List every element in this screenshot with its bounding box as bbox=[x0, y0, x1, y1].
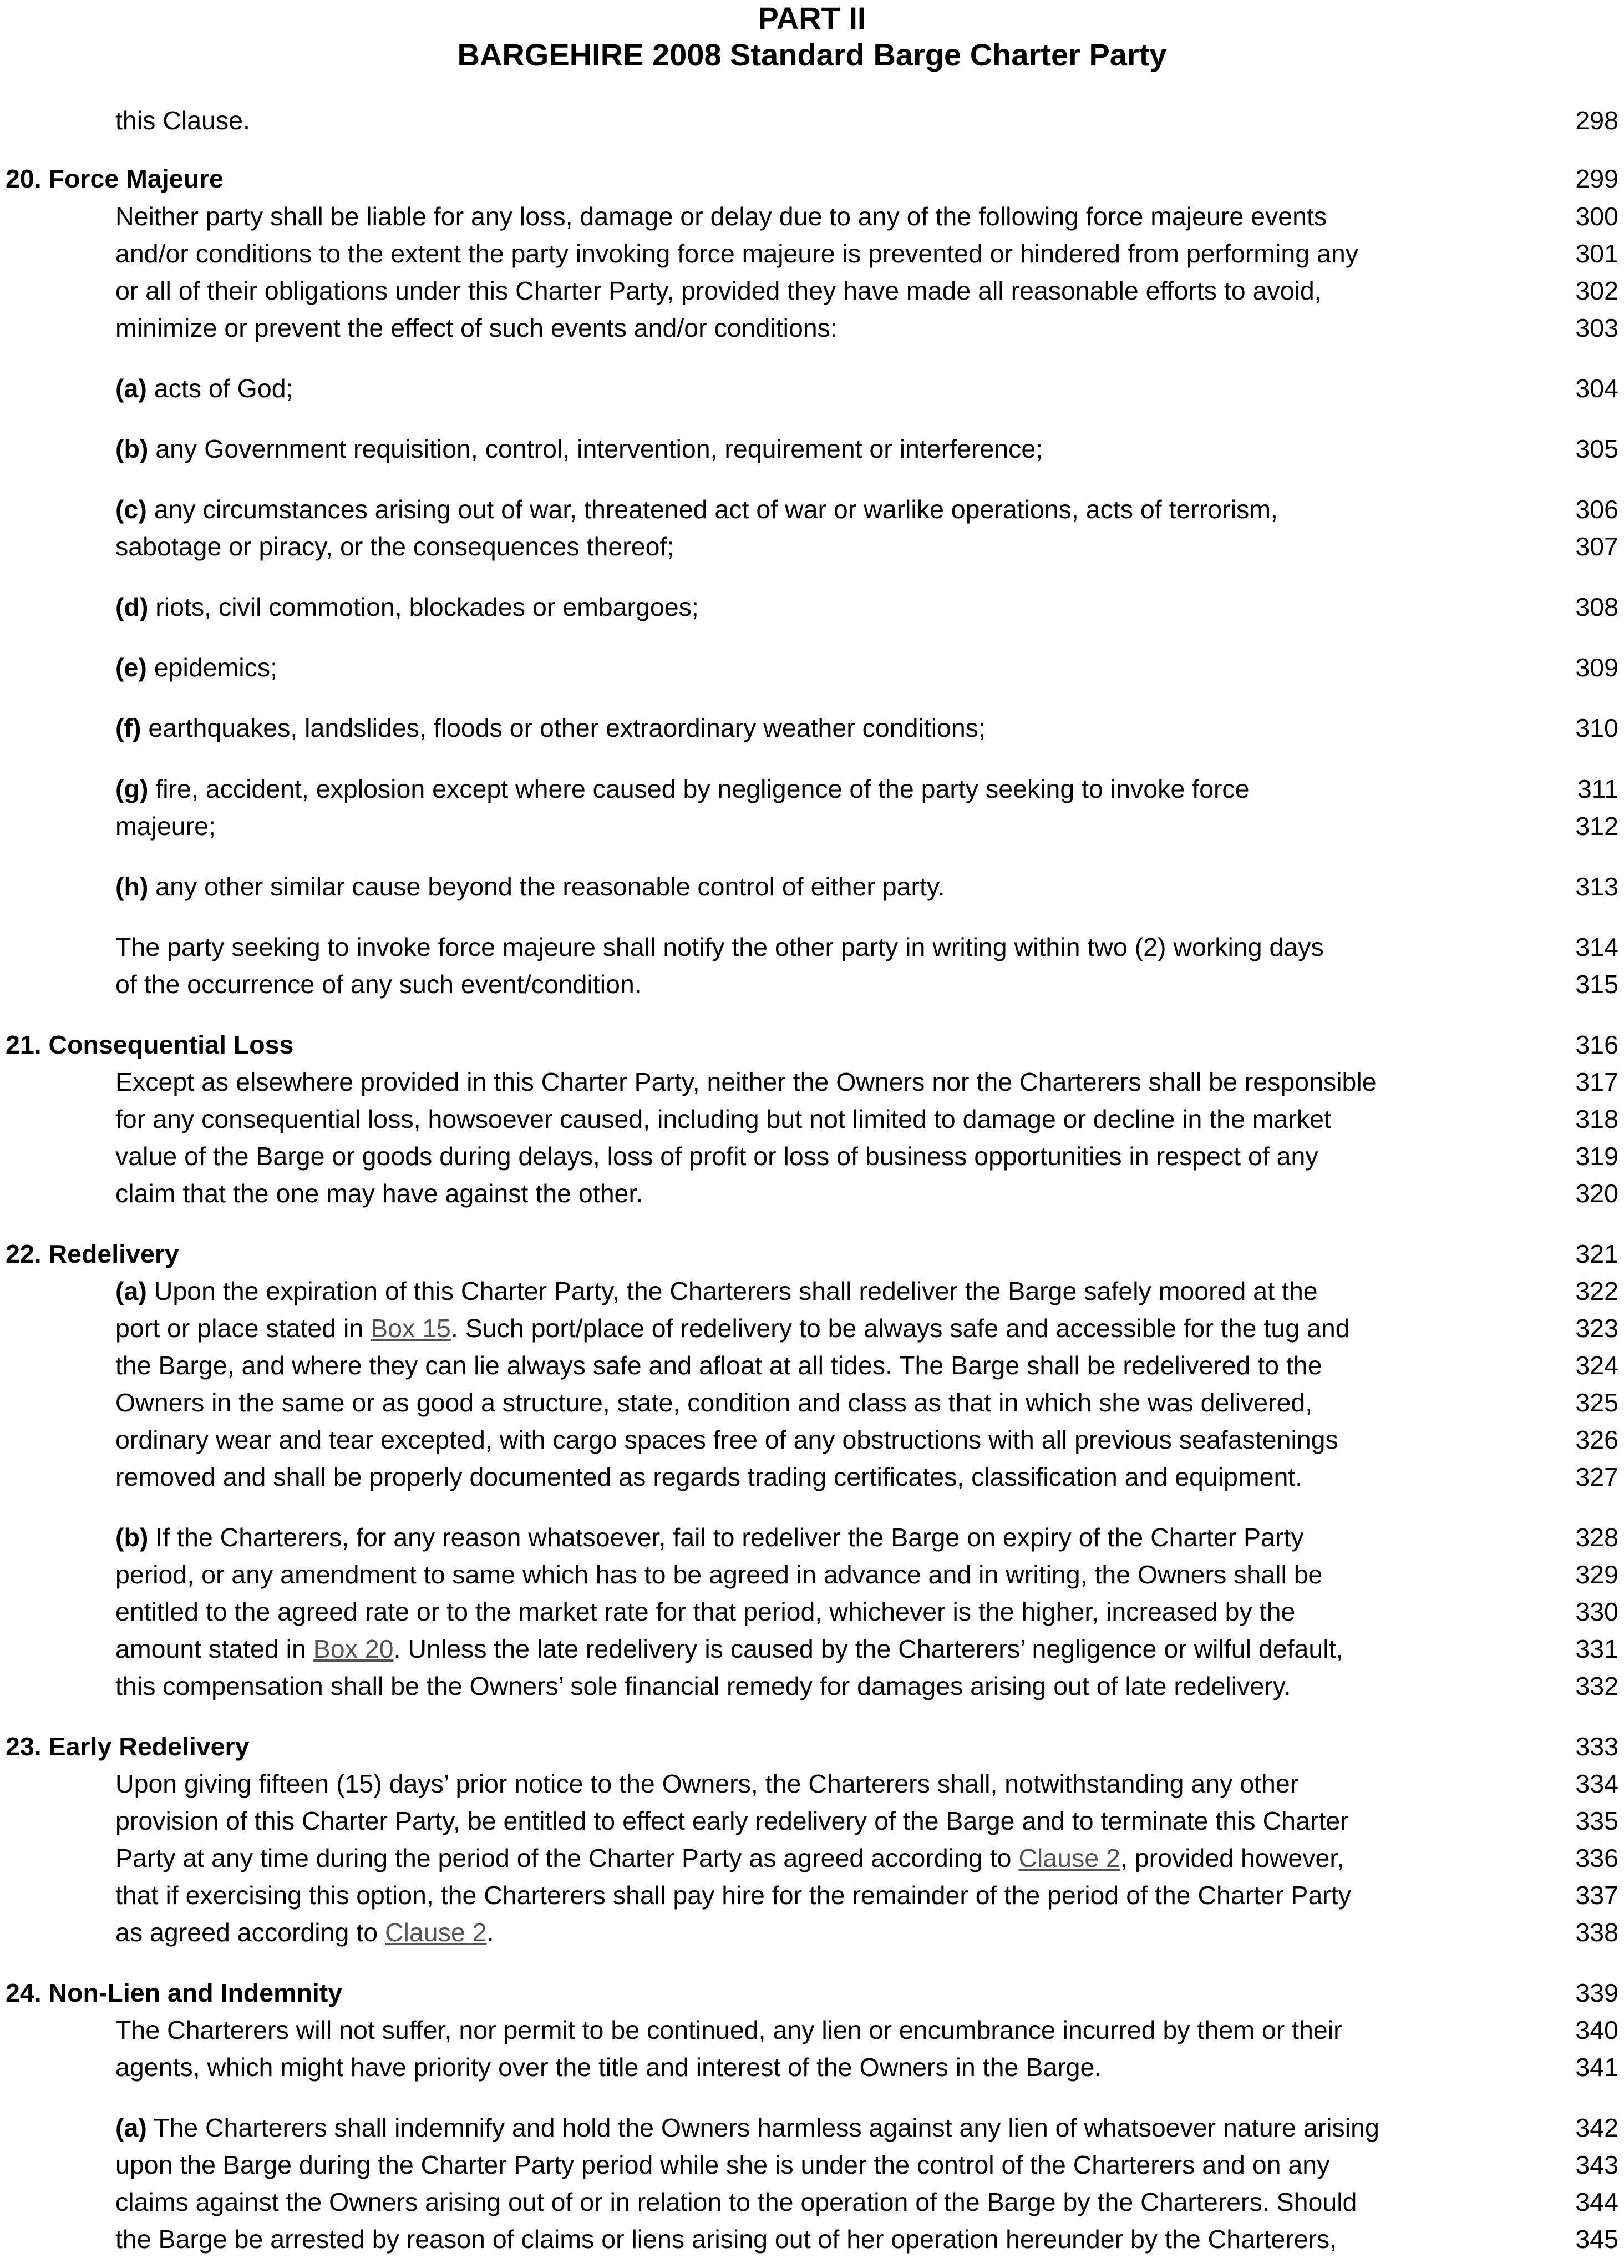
text-run: . Such port/place of redelivery to be always safe and accessible for the tug and bbox=[450, 1314, 1350, 1343]
item-marker: (a) bbox=[115, 374, 147, 403]
line-text bbox=[115, 2184, 1357, 2220]
clause-text-line bbox=[0, 1459, 1624, 1495]
text-run: Neither party shall be liable for any loss, damage or delay due to any of the following force majeure events bbox=[115, 202, 1327, 231]
line-number: 341 bbox=[1575, 2053, 1618, 2082]
text-run: entitled to the agreed rate or to the market rate for that period, whichever is the higher, increased by the bbox=[115, 1597, 1296, 1626]
line-text bbox=[115, 808, 216, 844]
document-title: BARGEHIRE 2008 Standard Barge Charter Party bbox=[457, 37, 1167, 72]
line-text bbox=[115, 1631, 1343, 1667]
line-number: 313 bbox=[1575, 872, 1618, 901]
text-run: and/or conditions to the extent the party invoking force majeure is prevented or hindered from performing any bbox=[115, 239, 1358, 268]
line-text bbox=[115, 2049, 1102, 2085]
text-run: any circumstances arising out of war, threatened act of war or warlike operations, acts of terrorism, bbox=[146, 495, 1278, 524]
line-text bbox=[115, 1668, 1291, 1704]
line-text bbox=[115, 1310, 1350, 1346]
text-run: any Government requisition, control, intervention, requirement or interference; bbox=[148, 434, 1043, 463]
line-number: 321 bbox=[1575, 1239, 1618, 1268]
clause-heading-line bbox=[0, 1975, 1624, 2011]
line-number: 311 bbox=[1577, 774, 1618, 803]
text-run: , provided however, bbox=[1120, 1844, 1344, 1872]
line-number: 340 bbox=[1575, 2016, 1618, 2044]
text-run: Upon the expiration of this Charter Party, the Charterers shall redeliver the Barge safely moored at the bbox=[146, 1277, 1318, 1305]
text-run: provision of this Charter Party, be entitled to effect early redelivery of the Barge and to terminate this Charter bbox=[115, 1806, 1349, 1835]
clause-text-line bbox=[0, 1384, 1624, 1421]
text-run: 23. Early Redelivery bbox=[6, 1732, 250, 1761]
clause-text-line bbox=[0, 1347, 1624, 1384]
line-text bbox=[115, 310, 838, 346]
clause-text-line bbox=[0, 1175, 1624, 1212]
text-run: the Barge be arrested by reason of claims or liens arising out of her operation hereunder by the Charterers, bbox=[115, 2225, 1337, 2254]
line-text bbox=[115, 1273, 1318, 1309]
line-number: 338 bbox=[1575, 1918, 1618, 1947]
text-run: this compensation shall be the Owners’ sole financial remedy for damages arising out of late redelivery. bbox=[115, 1672, 1291, 1700]
text-run: acts of God; bbox=[146, 374, 293, 403]
text-run: ordinary wear and tear excepted, with cargo spaces free of any obstructions with all previous seafastenings bbox=[115, 1425, 1338, 1454]
line-number: 336 bbox=[1575, 1844, 1618, 1872]
clause-text-line bbox=[0, 2109, 1624, 2146]
item-marker: (a) bbox=[115, 1277, 147, 1305]
line-text bbox=[115, 1556, 1322, 1593]
line-number: 315 bbox=[1575, 970, 1618, 999]
clause-text-line bbox=[0, 649, 1624, 686]
text-run: as agreed according to bbox=[115, 1918, 385, 1947]
item-marker: (g) bbox=[115, 774, 149, 803]
clause-heading bbox=[6, 1728, 249, 1765]
line-number: 316 bbox=[1575, 1030, 1618, 1059]
line-text bbox=[115, 929, 1324, 965]
text-run: epidemics; bbox=[146, 653, 278, 682]
text-run: claim that the one may have against the other. bbox=[115, 1179, 643, 1208]
clause-text-line bbox=[0, 1877, 1624, 1913]
text-run: Owners in the same or as good a structure, state, condition and class as that in which she was delivered, bbox=[115, 1388, 1313, 1417]
line-number: 323 bbox=[1575, 1314, 1618, 1343]
clause-text-line bbox=[0, 1138, 1624, 1174]
clause-text-line bbox=[0, 491, 1624, 528]
clause-text-line bbox=[0, 1765, 1624, 1802]
clause-heading-line bbox=[0, 1236, 1624, 1272]
text-run: If the Charterers, for any reason whatsoever, fail to redeliver the Barge on expiry of the Charter Party bbox=[148, 1523, 1304, 1552]
line-number: 331 bbox=[1575, 1634, 1618, 1663]
line-number: 339 bbox=[1575, 1978, 1618, 2007]
clause-heading-line bbox=[0, 160, 1624, 197]
line-text bbox=[115, 102, 250, 139]
line-text bbox=[115, 1138, 1318, 1174]
line-number: 337 bbox=[1575, 1881, 1618, 1910]
line-number: 306 bbox=[1575, 495, 1618, 524]
line-text bbox=[115, 2012, 1342, 2048]
clause-heading-line bbox=[0, 1026, 1624, 1063]
clause-text-line bbox=[0, 528, 1624, 565]
line-text bbox=[115, 235, 1358, 272]
line-text bbox=[115, 771, 1250, 807]
text-run: 24. Non-Lien and Indemnity bbox=[6, 1978, 343, 2007]
text-run: 21. Consequential Loss bbox=[6, 1030, 294, 1059]
line-text bbox=[115, 272, 1322, 309]
clause-text-line bbox=[0, 868, 1624, 905]
line-number: 300 bbox=[1575, 202, 1618, 231]
clause-heading bbox=[6, 160, 224, 197]
line-number: 342 bbox=[1575, 2113, 1618, 2142]
clause-text-line bbox=[0, 2146, 1624, 2183]
item-marker: (d) bbox=[115, 593, 149, 621]
line-text bbox=[115, 2221, 1337, 2257]
line-number: 312 bbox=[1575, 812, 1618, 841]
clause-text-line bbox=[0, 2049, 1624, 2085]
clause-text-line bbox=[0, 1840, 1624, 1876]
line-number: 334 bbox=[1575, 1769, 1618, 1798]
line-number: 327 bbox=[1575, 1462, 1618, 1491]
line-number: 304 bbox=[1575, 374, 1618, 403]
text-run: period, or any amendment to same which has to be agreed in advance and in writing, the Owners shall be bbox=[115, 1560, 1323, 1589]
clause-text-line bbox=[0, 1519, 1624, 1556]
clause-text-line bbox=[0, 1556, 1624, 1593]
cross-reference-link[interactable]: Box 20 bbox=[313, 1634, 394, 1663]
line-text bbox=[115, 1064, 1377, 1100]
line-text bbox=[115, 649, 277, 686]
text-run: or all of their obligations under this Charter Party, provided they have made all reasonable efforts to avoid, bbox=[115, 276, 1322, 305]
line-text bbox=[115, 710, 986, 746]
clause-text-line bbox=[0, 2221, 1624, 2257]
line-number: 320 bbox=[1575, 1179, 1618, 1208]
clause-text-line bbox=[0, 272, 1624, 309]
text-run: . bbox=[486, 1918, 494, 1947]
line-text bbox=[115, 1914, 494, 1951]
cross-reference-link[interactable]: Box 15 bbox=[371, 1314, 451, 1343]
clause-heading bbox=[6, 1975, 342, 2011]
line-number: 333 bbox=[1575, 1732, 1618, 1761]
text-run: for any consequential loss, howsoever caused, including but not limited to damage or decline in the market bbox=[115, 1105, 1331, 1133]
line-text bbox=[115, 1459, 1302, 1495]
clause-text-line bbox=[0, 102, 1624, 139]
line-number: 301 bbox=[1575, 239, 1618, 268]
line-number: 303 bbox=[1575, 313, 1618, 342]
clause-text-line bbox=[0, 808, 1624, 844]
text-run: claims against the Owners arising out of or in relation to the operation of the Barge by the Charterers. Should bbox=[115, 2188, 1357, 2216]
clause-text-line bbox=[0, 1668, 1624, 1704]
line-text bbox=[115, 1384, 1312, 1421]
line-number: 345 bbox=[1575, 2225, 1618, 2254]
line-number: 308 bbox=[1575, 593, 1618, 621]
line-number: 328 bbox=[1575, 1523, 1618, 1552]
line-text bbox=[115, 1519, 1304, 1556]
text-run: of the occurrence of any such event/condition. bbox=[115, 970, 642, 999]
line-number: 324 bbox=[1575, 1351, 1618, 1380]
item-marker: (c) bbox=[115, 495, 147, 524]
text-run: Except as elsewhere provided in this Charter Party, neither the Owners nor the Charterers shall be responsible bbox=[115, 1067, 1377, 1096]
clause-text-line bbox=[0, 966, 1624, 1003]
line-text bbox=[115, 1101, 1331, 1137]
text-run: removed and shall be properly documented as regards trading certificates, classification and equipment. bbox=[115, 1462, 1303, 1491]
clause-text-line bbox=[0, 310, 1624, 346]
text-run: Upon giving fifteen (15) days’ prior notice to the Owners, the Charterers shall, notwithstanding any other bbox=[115, 1769, 1299, 1798]
clause-text-line bbox=[0, 1421, 1624, 1458]
line-text bbox=[115, 589, 699, 625]
clause-text-line bbox=[0, 431, 1624, 467]
line-number: 344 bbox=[1575, 2188, 1618, 2216]
line-text bbox=[115, 1765, 1298, 1802]
text-run: earthquakes, landslides, floods or other extraordinary weather conditions; bbox=[141, 713, 986, 742]
text-run: . Unless the late redelivery is caused by the Charterers’ negligence or wilful default, bbox=[393, 1634, 1343, 1663]
clause-text-line bbox=[0, 1593, 1624, 1630]
line-text bbox=[115, 370, 293, 407]
clause-text-line bbox=[0, 1064, 1624, 1100]
clause-text-line bbox=[0, 370, 1624, 407]
text-run: riots, civil commotion, blockades or embargoes; bbox=[148, 593, 699, 621]
line-number: 332 bbox=[1575, 1672, 1618, 1700]
line-text bbox=[115, 528, 674, 565]
clause-text-line bbox=[0, 2012, 1624, 2048]
text-run: that if exercising this option, the Charterers shall pay hire for the remainder of the period of the Charter Party bbox=[115, 1881, 1351, 1910]
text-run: amount stated in bbox=[115, 1634, 313, 1663]
line-number: 330 bbox=[1575, 1597, 1618, 1626]
text-run: The Charterers will not suffer, nor permit to be continued, any lien or encumbrance incurred by them or their bbox=[115, 2016, 1342, 2044]
cross-reference-link[interactable]: Clause 2 bbox=[384, 1918, 487, 1947]
line-number: 335 bbox=[1575, 1806, 1618, 1835]
line-number: 309 bbox=[1575, 653, 1618, 682]
clause-text-line bbox=[0, 1101, 1624, 1137]
text-run: minimize or prevent the effect of such events and/or conditions: bbox=[115, 313, 838, 342]
clause-text-line bbox=[0, 1803, 1624, 1839]
line-text bbox=[115, 1803, 1349, 1839]
cross-reference-link[interactable]: Clause 2 bbox=[1018, 1844, 1120, 1872]
line-text bbox=[115, 1593, 1295, 1630]
line-number: 319 bbox=[1575, 1142, 1618, 1171]
item-marker: (f) bbox=[115, 713, 141, 742]
line-text bbox=[115, 2146, 1329, 2183]
line-number: 305 bbox=[1575, 434, 1618, 463]
text-run: fire, accident, explosion except where caused by negligence of the party seeking to invoke force bbox=[148, 774, 1250, 803]
line-number: 329 bbox=[1575, 1560, 1618, 1589]
text-run: this Clause. bbox=[115, 106, 250, 135]
text-run: sabotage or piracy, or the consequences thereof; bbox=[115, 532, 674, 561]
clause-text-line bbox=[0, 929, 1624, 965]
line-number: 307 bbox=[1575, 532, 1618, 561]
clause-heading bbox=[6, 1236, 179, 1272]
line-text bbox=[115, 1347, 1322, 1384]
text-run: upon the Barge during the Charter Party period while she is under the control of the Charterers and on any bbox=[115, 2150, 1330, 2179]
line-text bbox=[115, 431, 1043, 467]
item-marker: (h) bbox=[115, 872, 149, 901]
line-text bbox=[115, 966, 642, 1003]
line-text bbox=[115, 198, 1327, 235]
text-run: Party at any time during the period of the Charter Party as agreed according to bbox=[115, 1844, 1019, 1872]
line-text bbox=[115, 868, 945, 905]
line-text bbox=[115, 491, 1278, 528]
text-run: 20. Force Majeure bbox=[6, 164, 224, 193]
item-marker: (b) bbox=[115, 434, 149, 463]
item-marker: (b) bbox=[115, 1523, 149, 1552]
clause-text-line bbox=[0, 771, 1624, 807]
line-number: 326 bbox=[1575, 1425, 1618, 1454]
line-number: 325 bbox=[1575, 1388, 1618, 1417]
clause-text-line bbox=[0, 2184, 1624, 2220]
line-number: 299 bbox=[1575, 164, 1618, 193]
line-number: 343 bbox=[1575, 2150, 1618, 2179]
item-marker: (a) bbox=[115, 2113, 147, 2142]
item-marker: (e) bbox=[115, 653, 147, 682]
text-run: any other similar cause beyond the reasonable control of either party. bbox=[148, 872, 945, 901]
line-number: 302 bbox=[1575, 276, 1618, 305]
line-number: 318 bbox=[1575, 1105, 1618, 1133]
line-number: 317 bbox=[1575, 1067, 1618, 1096]
clause-text-line bbox=[0, 235, 1624, 272]
text-run: The party seeking to invoke force majeure shall notify the other party in writing within two (2) working days bbox=[115, 933, 1324, 961]
clause-text-line bbox=[0, 1914, 1624, 1951]
text-run: the Barge, and where they can lie always safe and afloat at all tides. The Barge shall be redelivered to the bbox=[115, 1351, 1322, 1380]
text-run: agents, which might have priority over the title and interest of the Owners in the Barge. bbox=[115, 2053, 1102, 2082]
line-number: 310 bbox=[1575, 713, 1618, 742]
clause-heading bbox=[6, 1026, 293, 1063]
clause-text-line bbox=[0, 1310, 1624, 1346]
text-run: port or place stated in bbox=[115, 1314, 371, 1343]
text-run: majeure; bbox=[115, 812, 216, 841]
line-number: 322 bbox=[1575, 1277, 1618, 1305]
text-run: The Charterers shall indemnify and hold the Owners harmless against any lien of whatsoever nature arising bbox=[146, 2113, 1379, 2142]
clause-text-line bbox=[0, 198, 1624, 235]
clause-text-line bbox=[0, 1631, 1624, 1667]
clause-heading-line bbox=[0, 1728, 1624, 1765]
line-text bbox=[115, 2109, 1379, 2146]
line-text bbox=[115, 1840, 1344, 1876]
clause-text-line bbox=[0, 589, 1624, 625]
line-number: 298 bbox=[1575, 106, 1618, 135]
text-run: 22. Redelivery bbox=[6, 1239, 179, 1268]
clause-text-line bbox=[0, 710, 1624, 746]
line-text bbox=[115, 1175, 643, 1212]
clause-text-line bbox=[0, 1273, 1624, 1309]
line-number: 314 bbox=[1575, 933, 1618, 961]
line-text bbox=[115, 1421, 1338, 1458]
text-run: value of the Barge or goods during delays, loss of profit or loss of business opportunities in respect of any bbox=[115, 1142, 1318, 1171]
line-text bbox=[115, 1877, 1351, 1913]
part-label: PART II bbox=[758, 1, 866, 36]
